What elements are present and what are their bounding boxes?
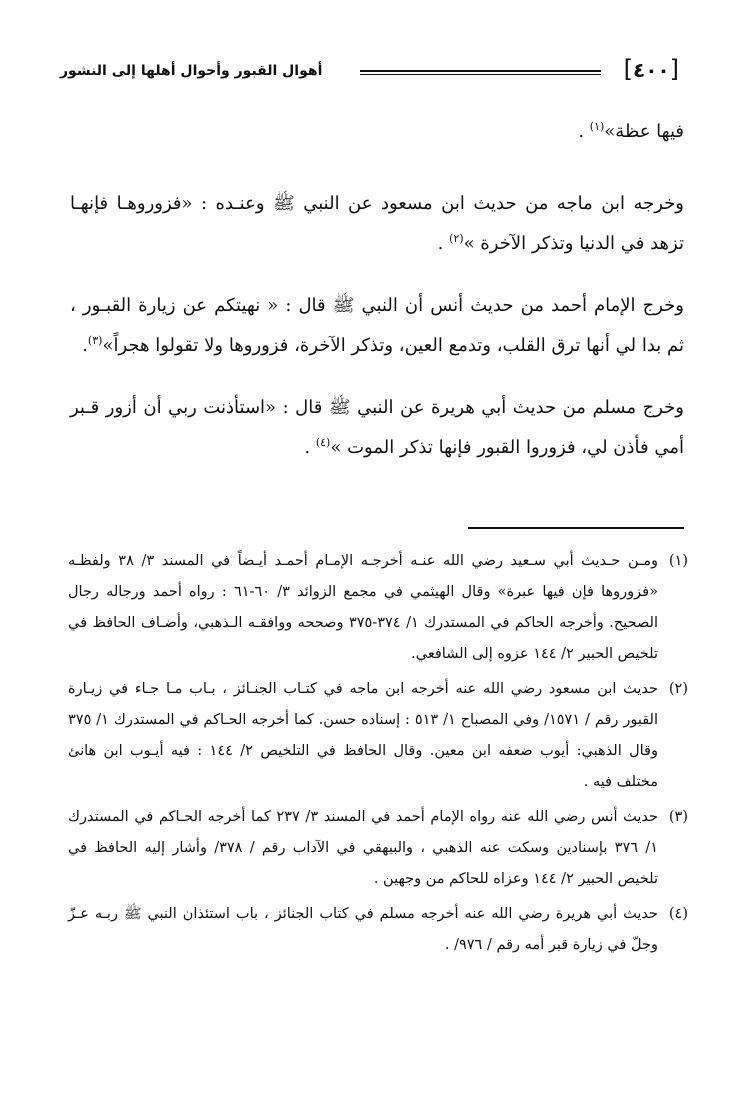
paragraph-text: وخرج الإمام أحمد من حديث أنس أن النبي ﷺ قال : « نهيتكم عن زيارة القبـور ، ثم بدا لي أنها ترق القلب، وتدمع العين، وتذكر الآخرة، فزوروها ولا تقولوا هجراً»	[70, 295, 684, 356]
running-title: أهوال القبور وأحوال أهلها إلى النشور	[60, 63, 323, 79]
paragraph-tail: .	[578, 121, 590, 142]
page-number-bracket-open: [	[669, 55, 679, 83]
page-number-bracket-close: ]	[623, 55, 633, 83]
footnote-text: ومـن حـديث أبي سـعيد رضي الله عنـه أخرجـه الإمـام أحمـد أيـضاً في المسند ٣/ ٣٨ ولفظـه «فزوروها فإن فيها عبرة» وقال الهيثمي في مجمع الزوائد ٣/ ٦٠-٦١ : رواه أحمد ورجاله رجال الصحيح. وأخرجه الحاكم في المستدرك ١/ ٣٧٤-٣٧٥ وصححه ووافقـه الـذهبي، وأضـاف الحافظ في تلخيص الحبير ٢/ ١٤٤ عزوه إلى الشافعي.	[68, 553, 659, 662]
page-number	[623, 55, 679, 83]
footnote	[68, 802, 688, 895]
main-text	[70, 112, 684, 490]
paragraph-tail: .	[437, 233, 450, 254]
header-rule	[360, 70, 601, 75]
footnotes	[68, 546, 688, 965]
paragraph-text: وخرج مسلم من حديث أبي هريرة عن النبي ﷺ قال : «استأذنت ربي أن أزور قـبر أمي فأذن لي، فزوروا القبور فإنها تذكر الموت »	[70, 397, 684, 458]
paragraph-tail: .	[82, 335, 88, 356]
footnote-separator	[468, 527, 684, 529]
footnote-number: (١)	[668, 553, 688, 569]
running-header	[60, 52, 679, 92]
paragraph	[70, 112, 684, 152]
footnote-number: (٣)	[668, 809, 688, 825]
paragraph	[70, 184, 684, 264]
footnote-ref: (٤)	[315, 436, 331, 449]
footnote	[68, 674, 688, 798]
footnote	[68, 546, 688, 670]
paragraph-text: فيها عظة»	[604, 121, 684, 142]
footnote	[68, 899, 688, 961]
footnote-ref: (٢)	[449, 232, 464, 245]
page-number-value: ٤٠٠	[633, 58, 670, 82]
footnote-text: حديث أبي هريرة رضي الله عنه أخرجه مسلم في كتاب الجنائز ، باب استئذان النبي ﷺ ربـه عـزّ وجلّ في زيارة قبر أمه رقم / ٩٧٦/ .	[68, 906, 658, 953]
footnote-ref: (١)	[589, 120, 605, 133]
footnote-text: حديث ابن مسعود رضي الله عنه أخرجه ابن ماجه في كتـاب الجنـائز ، بـاب مـا جـاء في زيـارة القبور رقم / ١٥٧١/ وفي المصباح ١/ ٥١٣ : إسناده حسن. كما أخرجه الحـاكم في المستدرك ١/ ٣٧٥ وقال الذهبي: أيوب ضعفه ابن معين. وقال الحافظ في التلخيص ٢/ ١٤٤ : فيه أيـوب ابن هانئ مختلف فيه .	[68, 681, 658, 790]
paragraph-text: وخرجه ابن ماجه من حديث ابن مسعود عن النبي ﷺ وعنـده : «فزوروهـا فإنهـا تزهد في الدنيا وتذكر الآخرة »	[70, 193, 684, 254]
footnote-text: حديث أنس رضي الله عنه رواه الإمام أحمد في المسند ٣/ ٢٣٧ كما أخرجه الحـاكم في المستدرك ١/ ٣٧٦ بإسنادين وسكت عنه الذهبي ، والبيهقي في الآداب رقم / ٣٧٨/ وأشار إليه الحافظ في تلخيص الحبير ٢/ ١٤٤ وعزاه للحاكم من وجهين .	[68, 809, 658, 887]
footnote-ref: (٣)	[87, 334, 103, 347]
footnote-number: (٢)	[668, 681, 688, 697]
paragraph	[70, 286, 684, 366]
footnote-number: (٤)	[668, 906, 688, 922]
paragraph	[70, 388, 684, 468]
paragraph-tail: .	[304, 437, 316, 458]
